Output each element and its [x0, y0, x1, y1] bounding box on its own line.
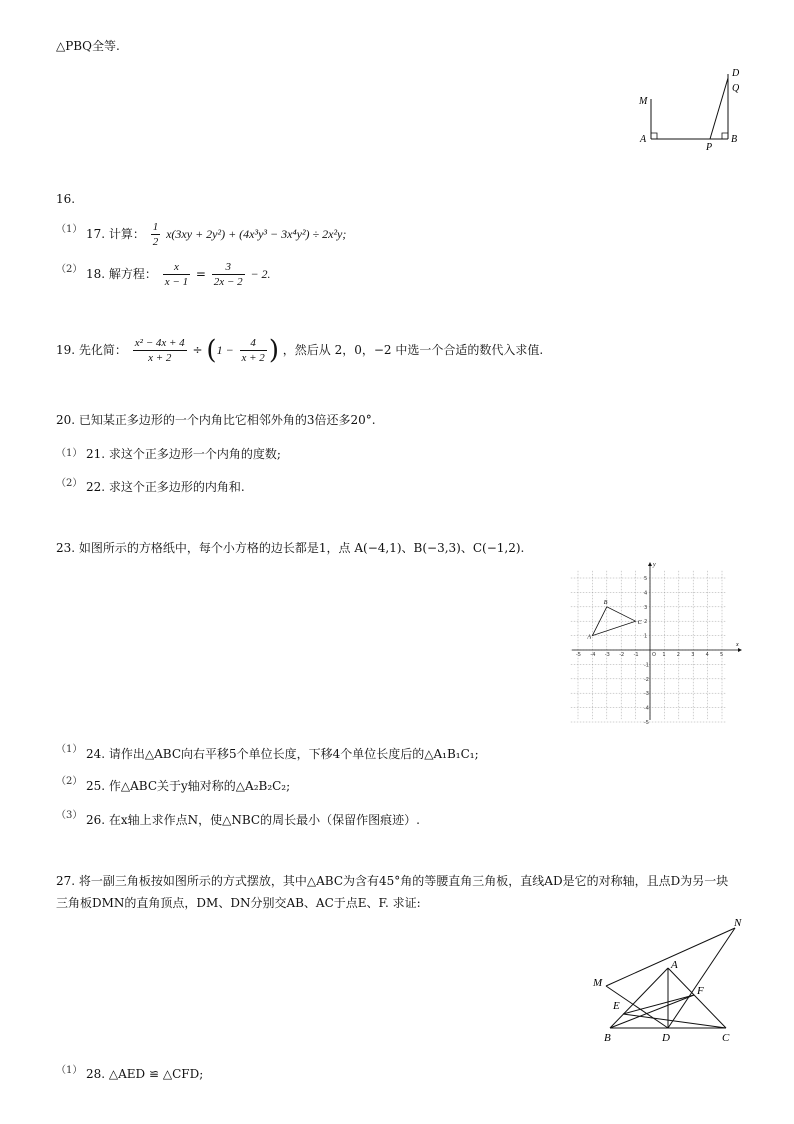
figure-triangles	[588, 912, 748, 1046]
q19-tail: ，然后从 2，0，−2 中选一个合适的数代入求值.	[282, 343, 544, 357]
y-tick-label: -4	[644, 705, 649, 712]
label-m: M	[593, 977, 603, 989]
right-angle-a	[651, 133, 657, 139]
q20-text: 20. 已知某正多边形的一个内角比它相邻外角的3倍还多20°.	[56, 413, 376, 427]
y-tick-label: 1	[644, 633, 648, 640]
label-c: C	[637, 620, 642, 627]
y-tick-label: 3	[644, 604, 648, 611]
x-tick-label: -3	[604, 652, 610, 658]
segment-pq	[710, 78, 728, 139]
figure-quadrilateral	[632, 64, 744, 154]
label-b: B	[604, 1032, 611, 1044]
coordinate-grid	[566, 560, 742, 724]
label-a: A	[671, 959, 678, 971]
q27-sub1-mark: （1）	[56, 1065, 83, 1076]
q19-fraction-1	[133, 336, 187, 365]
q23-sub1-mark: （1）	[56, 744, 83, 755]
label-n: N	[734, 917, 742, 929]
x-tick-label: 3	[691, 652, 695, 658]
q18-number: 18.	[86, 267, 106, 281]
label-a: A	[587, 634, 592, 641]
label-b: B	[603, 599, 608, 606]
q19-f2-num: 4	[240, 336, 267, 351]
q16-sub1-mark: （1）	[56, 224, 83, 235]
x-axis-arrow	[738, 648, 742, 652]
label-q: Q	[732, 83, 740, 94]
x-tick-label: -2	[619, 652, 625, 658]
right-angle-b	[722, 133, 728, 139]
q23-sub3-mark: （3）	[56, 810, 83, 821]
q23-text: 23. 如图所示的方格纸中，每个小方格的边长都是1，点 A(−4,1)、B(−3,3)、C(−1,2).	[56, 541, 525, 555]
x-tick-label: -5	[576, 652, 581, 658]
q18-fraction-right	[212, 260, 245, 289]
q17-prefix: 计算：	[108, 227, 145, 241]
y-axis-arrow	[648, 562, 652, 566]
x-tick-label: 2	[676, 652, 680, 658]
x-tick-label: 1	[662, 652, 666, 658]
q27-line1: 27. 将一副三角板按如图所示的方式摆放，其中△ABC为含有45°角的等腰直角三角板，直线AD是它的对称轴，且点D为另一块	[56, 874, 729, 888]
q20-sub1-mark: （1）	[56, 448, 83, 459]
x-axis-label: x	[736, 642, 739, 648]
q18-equals: =	[195, 267, 206, 281]
q18-f1-den: x − 1	[164, 276, 189, 288]
y-tick-label: 5	[644, 576, 648, 582]
label-c: C	[722, 1032, 730, 1044]
q17-number: 17.	[86, 227, 106, 241]
q18-fraction-left	[163, 260, 190, 289]
y-axis-label: y	[653, 562, 656, 568]
q19-f1-den: x + 2	[148, 352, 172, 364]
origin-label: O	[652, 652, 656, 658]
q18-f2-den: 2x − 2	[213, 276, 243, 288]
label-d: D	[662, 1032, 670, 1044]
y-tick-label: 4	[644, 590, 648, 597]
q19-number: 19.	[56, 343, 76, 357]
x-tick-label: 4	[705, 652, 709, 658]
q23-sub2-mark: （2）	[56, 776, 83, 787]
y-tick-label: -2	[644, 676, 649, 683]
q19-f1-num: x² − 4x + 4	[134, 337, 185, 349]
q16-number: 16.	[56, 192, 76, 206]
y-tick-label: -3	[644, 691, 649, 698]
q20-sub2-mark: （2）	[56, 478, 83, 489]
q28-text: 28. △AED ≌ △CFD;	[86, 1067, 204, 1081]
q22-text: 22. 求这个正多边形的内角和.	[86, 480, 245, 494]
x-tick-label: -1	[633, 652, 639, 658]
q25-text: 25. 作△ABC关于y轴对称的△A₂B₂C₂;	[86, 779, 291, 793]
segment-ec	[623, 1014, 726, 1028]
segment-ac	[668, 968, 726, 1028]
q26-text: 26. 在x轴上求作点N，使△NBC的周长最小（保留作图痕迹）.	[86, 813, 420, 827]
q24-text: 24. 请作出△ABC向右平移5个单位长度，下移4个单位长度后的△A₁B₁C₁;	[86, 747, 479, 761]
q19-divide: ÷	[192, 343, 203, 357]
q18-f2-num: 3	[212, 260, 245, 275]
x-tick-label: -4	[590, 652, 596, 658]
q18-prefix: 解方程：	[108, 267, 157, 281]
q19-f2-den: x + 2	[241, 352, 265, 364]
label-m: M	[639, 96, 648, 107]
q19-line: 19. 先化简： $\frac{\text{x² − 4x + 4}}{x + 2}$ ÷ (1 − $\frac{4}{x + 2}$ ) ，然后从 2，0，−2 中选一个合适的数代入求值.	[56, 335, 544, 366]
q17-fraction	[151, 220, 161, 249]
x-tick-label: 5	[720, 652, 724, 658]
q17-frac-den: 2	[152, 236, 159, 248]
label-a: A	[640, 134, 647, 145]
label-b: B	[731, 134, 738, 145]
label-d: D	[732, 68, 740, 79]
q27-line2: 三角板DMN的直角顶点，DM、DN分别交AB、AC于点E、F. 求证:	[56, 896, 421, 910]
grid-lines	[571, 571, 727, 722]
q18-line	[86, 260, 271, 289]
label-p: P	[706, 142, 713, 153]
y-tick-label: -1	[644, 662, 649, 669]
q17-expression: x(3xy + 2y²) + (4x³y³ − 3x⁴y²) ÷ 2x²y;	[166, 227, 347, 241]
header-line: △PBQ全等.	[56, 39, 120, 53]
q17-line	[86, 220, 346, 249]
q18-tail: − 2.	[250, 267, 271, 281]
q19-inner-left: 1 −	[216, 343, 234, 357]
q18-f1-num: x	[163, 260, 190, 275]
segment-bf	[610, 995, 694, 1028]
q19-fraction-2	[240, 336, 267, 365]
q16-sub2-mark: （2）	[56, 264, 83, 275]
label-e: E	[613, 1000, 620, 1012]
y-tick-label: 2	[644, 619, 648, 626]
label-f: F	[697, 985, 704, 997]
y-tick-label: -5	[644, 720, 649, 724]
q17-frac-num: 1	[152, 221, 159, 233]
q21-text: 21. 求这个正多边形一个内角的度数;	[86, 447, 281, 461]
q19-prefix: 先化简：	[78, 343, 127, 357]
